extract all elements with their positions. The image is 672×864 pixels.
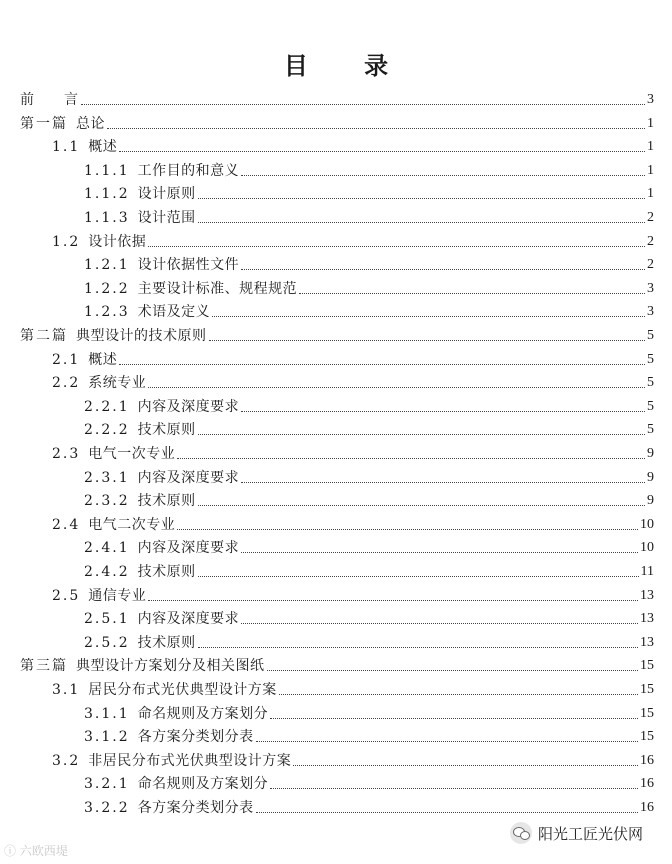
toc-entry-title: 技术原则 bbox=[137, 634, 196, 651]
toc-entry[interactable] bbox=[84, 253, 654, 275]
toc-entry-title: 通信专业 bbox=[88, 587, 147, 604]
toc-entry[interactable] bbox=[84, 159, 654, 181]
toc-entry[interactable] bbox=[84, 560, 654, 582]
toc-entry-page: 13 bbox=[640, 587, 654, 603]
toc-entry-page: 5 bbox=[647, 375, 654, 391]
toc-entry-number: 1.1.1 bbox=[84, 162, 130, 179]
toc-leader-dots bbox=[256, 741, 638, 742]
toc-leader-dots bbox=[177, 529, 638, 530]
toc-entry[interactable] bbox=[20, 112, 654, 134]
toc-leader-dots bbox=[270, 788, 638, 789]
toc-entry-page: 1 bbox=[647, 139, 654, 155]
toc-entry-title: 设计依据性文件 bbox=[137, 257, 240, 274]
toc-entry-page: 1 bbox=[647, 115, 654, 131]
toc-leader-dots bbox=[293, 765, 638, 766]
toc-entry-title: 各方案分类划分表 bbox=[137, 729, 254, 746]
toc-entry-page: 16 bbox=[640, 800, 654, 815]
toc-leader-dots bbox=[267, 670, 639, 671]
toc-entry-number: 2.2 bbox=[52, 375, 81, 392]
toc-entry-page: 5 bbox=[647, 422, 654, 438]
toc-entry-number: 2.2.2 bbox=[84, 422, 130, 439]
toc-entry-title: 电气一次专业 bbox=[88, 446, 176, 462]
toc-entry-number: 1.1.2 bbox=[84, 186, 130, 203]
toc-entry[interactable] bbox=[52, 513, 654, 535]
toc-entry[interactable] bbox=[52, 135, 654, 157]
toc-entry[interactable] bbox=[84, 772, 654, 794]
toc-entry-page: 5 bbox=[647, 351, 654, 367]
toc-entry-number: 前 bbox=[20, 92, 36, 108]
toc-entry-number: 3.1.2 bbox=[84, 729, 130, 746]
toc-entry-page: 1 bbox=[647, 186, 654, 202]
toc-entry[interactable] bbox=[84, 277, 654, 299]
toc-entry-title: 概述 bbox=[88, 139, 118, 156]
toc-entry-number: 2.4.1 bbox=[84, 540, 130, 557]
toc-entry-number: 2.5.1 bbox=[84, 611, 130, 628]
toc-entry-page: 13 bbox=[640, 634, 654, 650]
toc-leader-dots bbox=[119, 151, 645, 152]
toc-leader-dots bbox=[212, 316, 645, 317]
toc-entry-page: 9 bbox=[647, 493, 654, 509]
toc-entry-title: 总论 bbox=[76, 115, 105, 132]
toc-entry-page: 1 bbox=[647, 162, 654, 178]
toc-entry[interactable] bbox=[52, 348, 654, 370]
toc-leader-dots bbox=[241, 269, 645, 270]
toc-entry[interactable] bbox=[84, 418, 654, 440]
toc-entry-page: 9 bbox=[647, 469, 654, 485]
toc-entry[interactable] bbox=[84, 702, 654, 724]
toc-entry[interactable] bbox=[20, 88, 654, 110]
toc-entry-number: 2.4.2 bbox=[84, 564, 130, 580]
toc-entry[interactable] bbox=[20, 324, 654, 346]
toc-entry-title: 命名规则及方案划分 bbox=[137, 776, 269, 793]
toc-entry-page: 3 bbox=[647, 92, 654, 107]
toc-entry-title: 内容及深度要求 bbox=[137, 398, 240, 415]
toc-entry-number: 2.3.2 bbox=[84, 493, 130, 510]
toc-entry-title: 技术原则 bbox=[137, 564, 196, 580]
toc-entry-title: 系统专业 bbox=[88, 375, 147, 392]
toc-leader-dots bbox=[198, 198, 645, 199]
wechat-icon bbox=[510, 822, 532, 844]
toc-entry-title: 主要设计标准、规程规范 bbox=[137, 280, 298, 297]
toc-entry[interactable] bbox=[52, 749, 654, 771]
watermark-left: ⓘ 六欧西堤 bbox=[4, 844, 68, 858]
toc-entry-title: 命名规则及方案划分 bbox=[137, 705, 269, 722]
toc-entry[interactable] bbox=[52, 442, 654, 464]
toc-entry-number: 1.2.1 bbox=[84, 257, 130, 274]
toc-entry[interactable] bbox=[84, 631, 654, 653]
toc-leader-dots bbox=[148, 246, 645, 247]
toc-entry[interactable] bbox=[84, 796, 654, 818]
toc-leader-dots bbox=[148, 387, 645, 388]
toc-leader-dots bbox=[241, 482, 645, 483]
toc-leader-dots bbox=[198, 434, 645, 435]
toc-entry-title: 术语及定义 bbox=[137, 304, 211, 321]
toc-entry-number: 第二篇 bbox=[20, 328, 68, 344]
toc-entry[interactable] bbox=[84, 466, 654, 488]
toc-entry[interactable] bbox=[84, 489, 654, 511]
toc-entry-number: 3.1.1 bbox=[84, 705, 130, 722]
toc-leader-dots bbox=[270, 718, 638, 719]
toc-entry-title: 设计原则 bbox=[137, 186, 196, 203]
toc-entry-number: 2.3.1 bbox=[84, 469, 130, 486]
toc-entry-number: 2.5 bbox=[52, 587, 81, 604]
toc-entry[interactable] bbox=[52, 584, 654, 606]
toc-leader-dots bbox=[198, 222, 645, 223]
toc-leader-dots bbox=[119, 364, 645, 365]
toc-entry-title: 内容及深度要求 bbox=[137, 540, 240, 557]
toc-entry-page: 5 bbox=[647, 398, 654, 414]
toc-entry[interactable] bbox=[52, 371, 654, 393]
toc-leader-dots bbox=[241, 552, 638, 553]
toc-entry-title: 设计范围 bbox=[137, 210, 196, 226]
toc-entry-number: 2.5.2 bbox=[84, 634, 130, 651]
toc-entry-page: 2 bbox=[647, 233, 654, 249]
toc-leader-dots bbox=[177, 458, 645, 459]
toc-entry-number: 3.2 bbox=[52, 752, 81, 769]
page-title: 目 录 bbox=[283, 51, 413, 80]
toc-entry-title: 技术原则 bbox=[137, 422, 196, 439]
toc-leader-dots bbox=[148, 600, 638, 601]
toc-entry-title: 非居民分布式光伏典型设计方案 bbox=[88, 752, 292, 769]
toc-entry-number: 2.2.1 bbox=[84, 398, 130, 415]
toc-entry-title: 典型设计方案划分及相关图纸 bbox=[76, 658, 265, 675]
toc-leader-dots bbox=[279, 694, 638, 695]
toc-leader-dots bbox=[209, 340, 646, 341]
toc-entry[interactable] bbox=[20, 654, 654, 676]
toc-leader-dots bbox=[107, 128, 645, 129]
toc-leader-dots bbox=[241, 175, 645, 176]
toc-entry[interactable] bbox=[84, 182, 654, 204]
toc-entry-page: 10 bbox=[640, 540, 654, 556]
toc-entry-title: 居民分布式光伏典型设计方案 bbox=[88, 682, 277, 698]
toc-entry-number: 1.1.3 bbox=[84, 210, 130, 226]
toc-entry[interactable] bbox=[84, 206, 654, 228]
toc-entry-number: 3.2.1 bbox=[84, 776, 130, 793]
toc-entry-page: 2 bbox=[647, 257, 654, 273]
toc-entry-page: 11 bbox=[640, 564, 654, 579]
toc-entry-page: 3 bbox=[647, 304, 654, 320]
toc-entry-page: 16 bbox=[640, 752, 654, 768]
toc-entry-page: 3 bbox=[647, 280, 654, 296]
toc-entry-page: 9 bbox=[647, 446, 654, 461]
toc-leader-dots bbox=[241, 623, 638, 624]
toc-entry[interactable] bbox=[84, 395, 654, 417]
toc-entry[interactable] bbox=[84, 607, 654, 629]
toc-entry[interactable] bbox=[52, 678, 654, 700]
toc-leader-dots bbox=[198, 505, 645, 506]
watermark-right-label: 阳光工匠光伏网 bbox=[538, 824, 644, 843]
toc-leader-dots bbox=[256, 812, 638, 813]
toc-leader-dots bbox=[198, 576, 639, 577]
toc-entry-page: 10 bbox=[640, 516, 654, 532]
toc-entry[interactable] bbox=[84, 725, 654, 747]
toc-entry-title: 言 bbox=[64, 92, 79, 108]
toc-entry-title: 电气二次专业 bbox=[88, 516, 176, 533]
toc-entry-number: 2.4 bbox=[52, 516, 81, 533]
toc-leader-dots bbox=[81, 104, 646, 105]
toc-entry-page: 5 bbox=[647, 328, 654, 343]
wechat-watermark bbox=[510, 822, 643, 844]
toc-entry-number: 1.1 bbox=[52, 139, 81, 156]
toc-entry-number: 1.2.2 bbox=[84, 280, 130, 297]
toc-entry-number: 3.1 bbox=[52, 682, 81, 698]
toc-leader-dots bbox=[299, 293, 645, 294]
toc-entry[interactable] bbox=[84, 300, 654, 322]
toc-entry-page: 15 bbox=[640, 658, 654, 674]
toc-entry-number: 第三篇 bbox=[20, 658, 68, 675]
toc-entry-number: 3.2.2 bbox=[84, 800, 130, 816]
toc-entry-title: 内容及深度要求 bbox=[137, 469, 240, 486]
toc-entry-title: 技术原则 bbox=[137, 493, 196, 510]
toc-entry-title: 各方案分类划分表 bbox=[137, 800, 254, 816]
toc-entry-page: 16 bbox=[640, 776, 654, 792]
toc-entry-number: 1.2.3 bbox=[84, 304, 130, 321]
toc-entry-page: 15 bbox=[640, 682, 654, 697]
toc-entry-number: 2.1 bbox=[52, 351, 81, 368]
toc-entry-page: 13 bbox=[640, 611, 654, 627]
toc-entry[interactable] bbox=[52, 230, 654, 252]
toc-entry-title: 内容及深度要求 bbox=[137, 611, 240, 628]
toc-entry-page: 15 bbox=[640, 729, 654, 745]
toc-entry-title: 典型设计的技术原则 bbox=[76, 328, 207, 344]
toc-leader-dots bbox=[198, 647, 638, 648]
toc-entry-number: 第一篇 bbox=[20, 115, 68, 132]
toc-entry-title: 设计依据 bbox=[88, 233, 147, 250]
toc-entry[interactable] bbox=[84, 536, 654, 558]
toc-entry-number: 2.3 bbox=[52, 446, 81, 462]
toc-entry-page: 15 bbox=[640, 705, 654, 721]
toc-entry-title: 工作目的和意义 bbox=[137, 162, 240, 179]
toc-entry-page: 2 bbox=[647, 210, 654, 225]
toc-leader-dots bbox=[241, 411, 645, 412]
toc-entry-number: 1.2 bbox=[52, 233, 81, 250]
toc-entry-title: 概述 bbox=[88, 351, 118, 368]
